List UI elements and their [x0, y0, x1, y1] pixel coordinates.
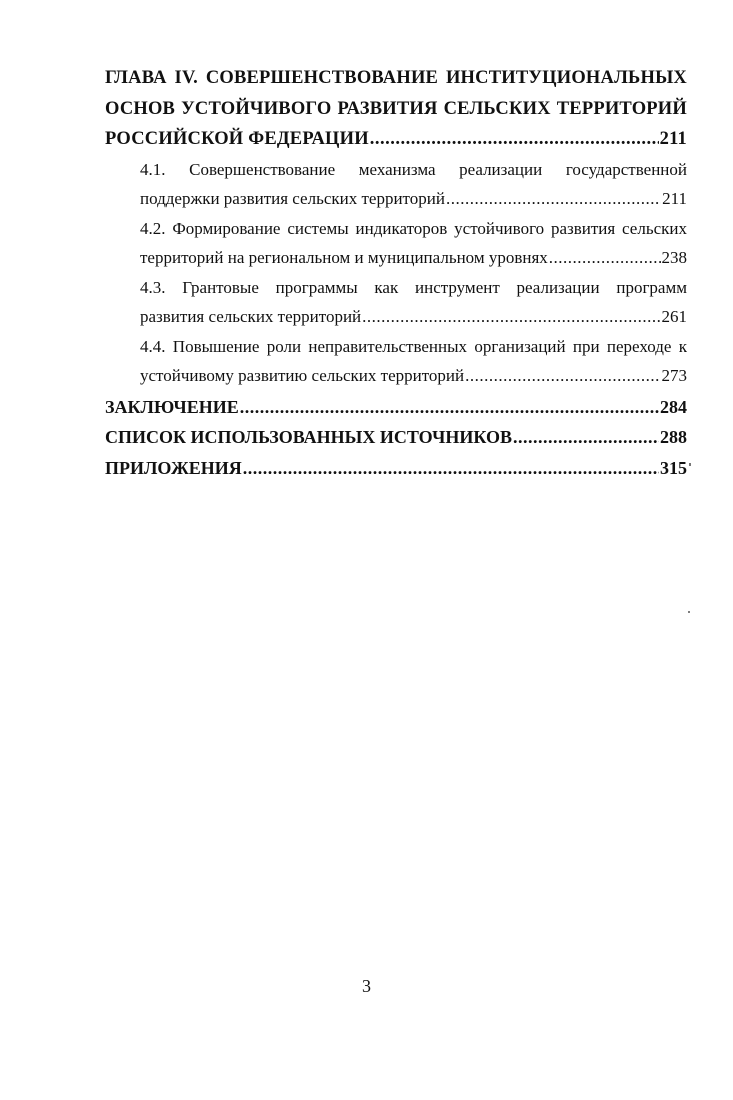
scan-artifact	[688, 611, 690, 613]
section-title-line-2	[105, 184, 687, 214]
chapter-title-text: РОССИЙСКОЙ ФЕДЕРАЦИИ	[105, 129, 369, 149]
table-of-contents	[105, 63, 687, 483]
section-title-line-2	[105, 243, 687, 273]
section-title-text: развития сельских территорий	[140, 307, 362, 326]
appendices-page-number: 315	[660, 457, 687, 478]
chapter-title-line-1: ГЛАВА IV. СОВЕРШЕНСТВОВАНИЕ ИНСТИТУЦИОНАЛЬНЫХ	[105, 68, 687, 88]
toc-section-4-2	[105, 214, 687, 273]
chapter-title-line-3	[105, 124, 687, 155]
chapter-title-line-2: ОСНОВ УСТОЙЧИВОГО РАЗВИТИЯ СЕЛЬСКИХ ТЕРРИТОРИЙ	[105, 98, 687, 119]
toc-section-4-4	[105, 332, 687, 391]
toc-conclusion	[105, 392, 687, 423]
section-title-line-2	[105, 302, 687, 332]
toc-section-4-3	[105, 273, 687, 332]
dot-leader	[465, 361, 660, 391]
section-title-line-2	[105, 361, 687, 391]
conclusion-page-number: 284	[660, 396, 687, 417]
toc-appendices	[105, 453, 687, 484]
section-page-number: 211	[662, 189, 687, 208]
dot-leader	[549, 243, 661, 273]
toc-chapter-4	[105, 63, 687, 155]
chapter-page-number: 211	[659, 129, 687, 149]
references-label: СПИСОК ИСПОЛЬЗОВАННЫХ ИСТОЧНИКОВ	[105, 427, 512, 447]
section-title-line-1: 4.1. Совершенствование механизма реализации государственной	[140, 159, 687, 179]
toc-references	[105, 422, 687, 453]
dot-leader	[362, 302, 660, 332]
section-title-line-1: 4.2. Формирование системы индикаторов устойчивого развития сельских	[140, 218, 687, 238]
dot-leader	[513, 422, 659, 453]
scan-artifact	[689, 463, 691, 466]
section-title-line-1: 4.4. Повышение роли неправительственных организаций при переходе к	[140, 336, 687, 356]
section-title-line-1: 4.3. Грантовые программы как инструмент реализации программ	[140, 277, 687, 297]
dot-leader	[370, 124, 659, 155]
toc-section-4-1	[105, 155, 687, 214]
section-page-number: 261	[661, 307, 687, 326]
references-page-number: 288	[660, 427, 687, 447]
section-title-text: поддержки развития сельских территорий	[140, 189, 445, 208]
appendices-label: ПРИЛОЖЕНИЯ	[105, 457, 242, 478]
conclusion-label: ЗАКЛЮЧЕНИЕ	[105, 396, 239, 417]
section-title-text: устойчивому развитию сельских территорий	[140, 366, 465, 385]
section-page-number: 238	[661, 248, 687, 267]
dot-leader	[446, 184, 661, 214]
dot-leader	[240, 392, 659, 423]
dot-leader	[243, 453, 659, 484]
section-page-number: 273	[661, 366, 687, 385]
section-title-text: территорий на региональном и муниципальном уровнях	[140, 248, 548, 267]
page-number: 3	[362, 976, 371, 996]
